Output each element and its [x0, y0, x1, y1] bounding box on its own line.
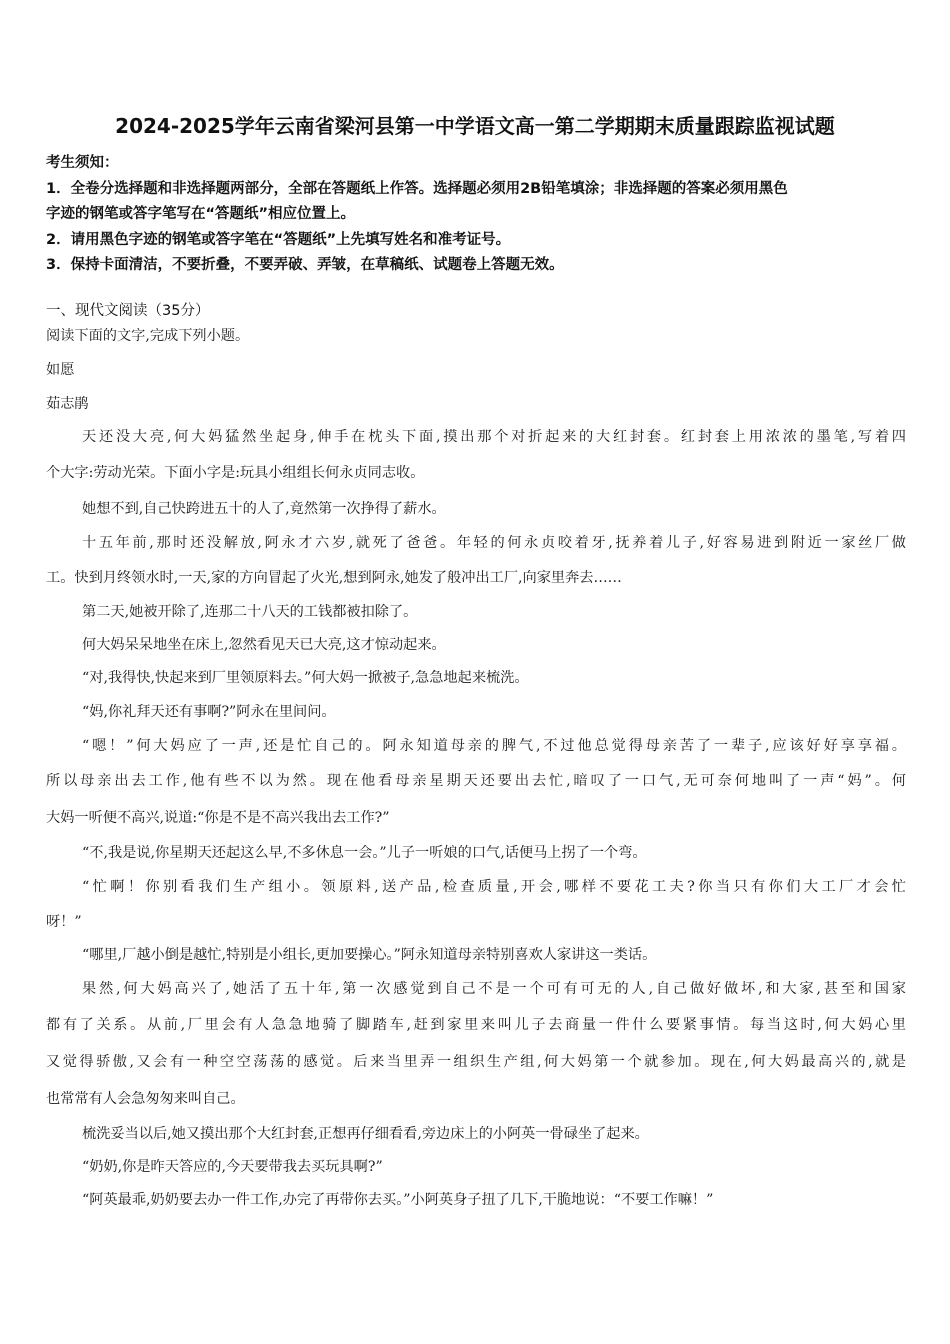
- story-line: 也常常有人会急匆匆来叫自己。: [46, 1091, 245, 1107]
- story-line: 个大字:劳动光荣。下面小字是:玩具小组组长何永贞同志收。: [46, 465, 425, 481]
- story-line: “奶奶,你是昨天答应的,今天要带我去买玩具啊?”: [82, 1159, 383, 1175]
- story-line: 又觉得骄傲,又会有一种空空荡荡的感觉。后来当里弄一组织生产组,何大妈第一个就参加。现在,何大妈最高兴的,就是: [46, 1054, 906, 1070]
- notice-heading: 考生须知：: [46, 155, 119, 171]
- story-line: “忙啊！你别看我们生产组小。领原料,送产品,检查质量,开会,哪样不要花工夫?你当只有你们大工厂才会忙: [82, 879, 906, 895]
- story-line: 十五年前,那时还没解放,阿永才六岁,就死了爸爸。年轻的何永贞咬着牙,抚养着儿子,好容易进到附近一家丝厂做: [82, 535, 906, 551]
- notice-item-1-line-1: 1．全卷分选择题和非选择题两部分，全部在答题纸上作答。选择题必须用2B铅笔填涂；非选择题的答案必须用黑色: [46, 181, 788, 197]
- story-line: 大妈一听便不高兴,说道:“你是不是不高兴我出去工作?”: [46, 810, 390, 826]
- story-line: 工。快到月终领水时,一天,家的方向冒起了火光,想到阿永,她发了般冲出工厂,向家里奔去……: [46, 570, 622, 586]
- story-line: “妈,你礼拜天还有事啊?”阿永在里间问。: [82, 704, 336, 720]
- story-line: 第二天,她被开除了,连那二十八天的工钱都被扣除了。: [82, 604, 418, 620]
- notice-item-2: 2．请用黑色字迹的钢笔或答字笔在“答题纸”上先填写姓名和准考证号。: [46, 232, 511, 248]
- story-line: 天还没大亮,何大妈猛然坐起身,伸手在枕头下面,摸出那个对折起来的大红封套。红封套上用浓浓的墨笔,写着四: [82, 429, 906, 445]
- story-line: 呀！”: [46, 914, 82, 930]
- story-line: 都有了关系。从前,厂里会有人急急地骑了脚踏车,赶到家里来叫儿子去商量一件什么要紧事情。每当这时,何大妈心里: [46, 1017, 906, 1033]
- story-line: “对,我得快,快起来到厂里领原料去。”何大妈一掀被子,急急地起来梳洗。: [82, 670, 529, 686]
- notice-item-3: 3．保持卡面清洁，不要折叠，不要弄破、弄皱，在草稿纸、试题卷上答题无效。: [46, 257, 564, 273]
- story-line: 何大妈呆呆地坐在床上,忽然看见天已大亮,这才惊动起来。: [82, 637, 446, 653]
- story-title: 如愿: [46, 362, 75, 378]
- reading-instruction: 阅读下面的文字,完成下列小题。: [46, 328, 250, 344]
- story-line: 她想不到,自己快跨进五十的人了,竟然第一次挣得了薪水。: [82, 501, 446, 517]
- story-line: “哪里,厂越小倒是越忙,特别是小组长,更加要操心。”阿永知道母亲特别喜欢人家讲这一类话。: [82, 947, 657, 963]
- story-line: 梳洗妥当以后,她又摸出那个大红封套,正想再仔细看看,旁边床上的小阿英一骨碌坐了起来。: [82, 1126, 649, 1142]
- section-heading: 一、现代文阅读（35分）: [46, 303, 210, 319]
- story-line: 所以母亲出去工作,他有些不以为然。现在他看母亲星期天还要出去忙,暗叹了一口气,无可奈何地叫了一声“妈”。何: [46, 773, 906, 789]
- notice-item-1-line-2: 字迹的钢笔或答字笔写在“答题纸”相应位置上。: [46, 206, 356, 222]
- story-line: 果然,何大妈高兴了,她活了五十年,第一次感觉到自己不是一个可有可无的人,自己做好做坏,和大家,甚至和国家: [82, 981, 906, 997]
- story-line: “不,我是说,你星期天还起这么早,不多休息一会。”儿子一听娘的口气,话便马上拐了一个弯。: [82, 845, 647, 861]
- story-line: “阿英最乖,奶奶要去办一件工作,办完了再带你去买。”小阿英身子扭了几下,干脆地说：“不要工作嘛！”: [82, 1192, 714, 1208]
- exam-title: 2024-2025学年云南省梁河县第一中学语文高一第二学期期末质量跟踪监视试题: [115, 114, 835, 138]
- story-author: 茹志鹃: [46, 396, 89, 412]
- story-line: “嗯！”何大妈应了一声,还是忙自己的。阿永知道母亲的脾气,不过他总觉得母亲苦了一辈子,应该好好享享福。: [82, 738, 906, 754]
